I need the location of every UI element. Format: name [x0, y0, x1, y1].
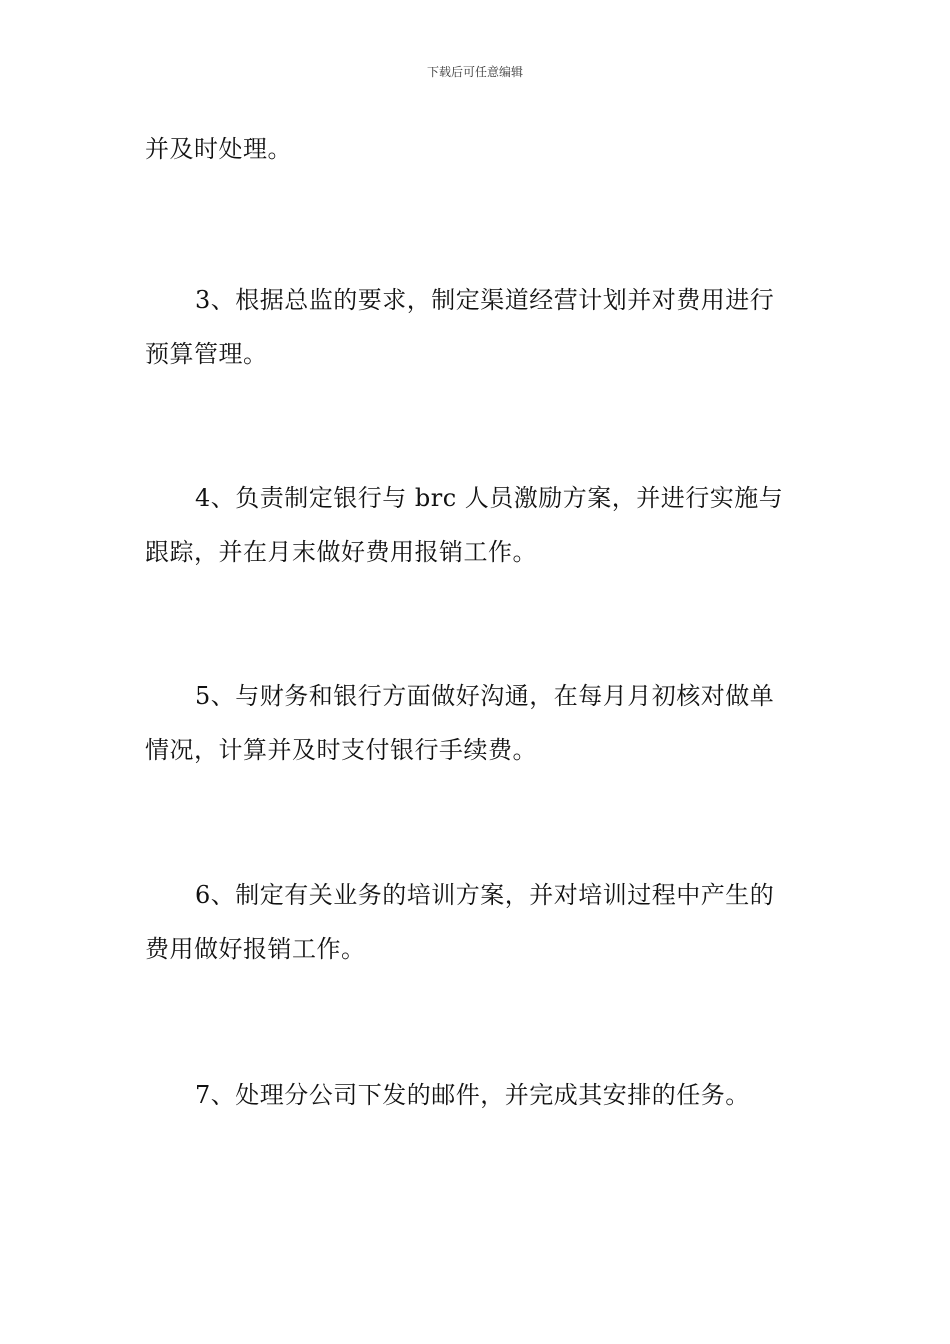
paragraph-item-5 — [145, 669, 810, 777]
paragraph-item-6 — [145, 868, 810, 976]
paragraph-line: 情况，计算并及时支付银行手续费。 — [145, 736, 537, 764]
paragraph-line: 跟踪，并在月末做好费用报销工作。 — [145, 538, 537, 566]
paragraph-line: 3、根据总监的要求，制定渠道经营计划并对费用进行 — [195, 286, 775, 314]
paragraph-line: 7、处理分公司下发的邮件，并完成其安排的任务。 — [195, 1081, 750, 1109]
paragraph-item-4 — [145, 471, 810, 579]
paragraph-line: 费用做好报销工作。 — [145, 935, 366, 963]
paragraph-line: 并及时处理。 — [145, 135, 292, 163]
paragraph-line: 5、与财务和银行方面做好沟通，在每月月初核对做单 — [195, 682, 775, 710]
page-header: 下载后可任意编辑 — [426, 65, 523, 79]
paragraph-item-7 — [145, 1068, 810, 1122]
paragraph-continuation — [145, 122, 810, 176]
paragraph-item-3 — [145, 273, 810, 381]
paragraph-line: 预算管理。 — [145, 340, 268, 368]
paragraph-line: 4、负责制定银行与 brc 人员激励方案，并进行实施与 — [195, 484, 784, 512]
paragraph-line: 6、制定有关业务的培训方案，并对培训过程中产生的 — [195, 881, 775, 909]
